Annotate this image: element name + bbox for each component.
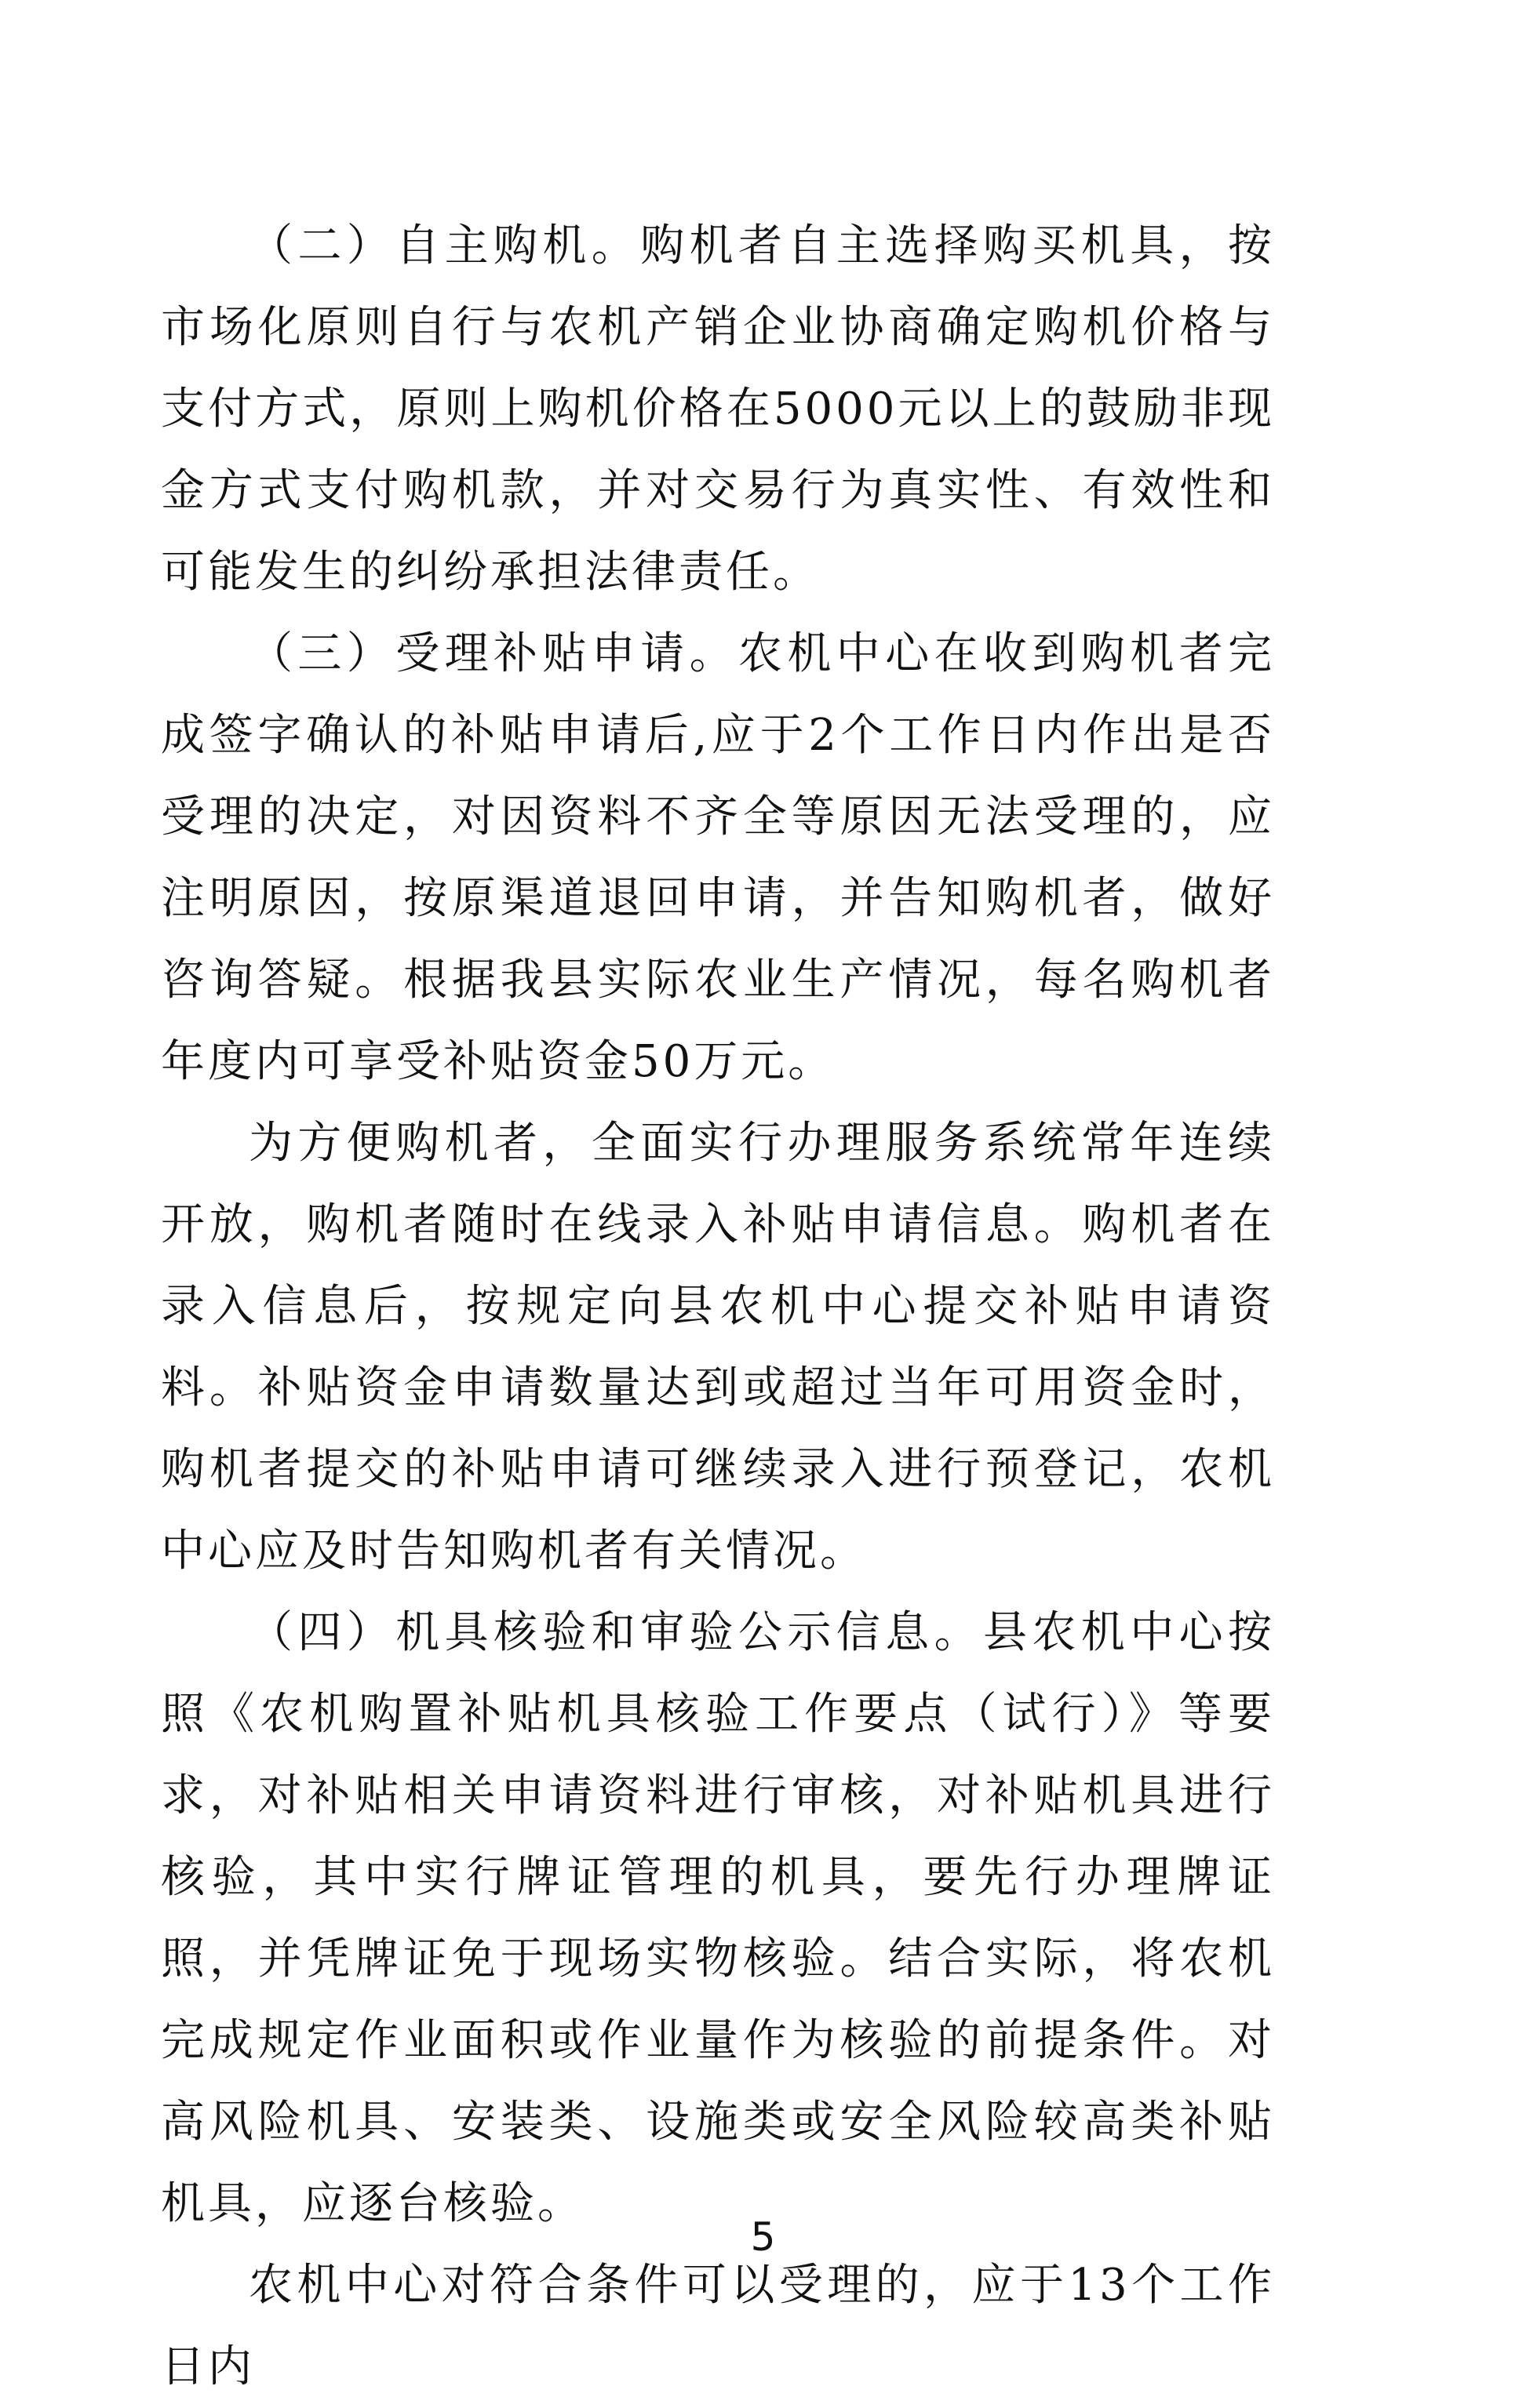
paragraph-acceptance-deadline: 农机中心对符合条件可以受理的，应于13个工作日内 <box>161 2260 1275 2392</box>
document-body <box>161 206 1275 2408</box>
paragraph-machine-verification: （四）机具核验和审验公示信息。县农机中心按照《农机购置补贴机具核验工作要点（试行）》等要求，对补贴相关申请资料进行审核，对补贴机具进行核验，其中实行牌证管理的机具，要先行办理牌证照，并凭牌证免于现场实物核验。结合实际，将农机完成规定作业面积或作业量作为核验的前提条件。对高风险机具、安装类、设施类或安全风险较高类补贴机具，应逐台核验。 <box>161 1607 1275 2229</box>
paragraph-accept-application: （三）受理补贴申请。农机中心在收到购机者完成签字确认的补贴申请后,应于2个工作日内作出是否受理的决定，对因资料不齐全等原因无法受理的，应注明原因，按原渠道退回申请，并告知购机者，做好咨询答疑。根据我县实际农业生产情况，每名购机者年度内可享受补贴资金50万元。 <box>161 628 1275 1087</box>
paragraph-online-service: 为方便购机者，全面实行办理服务系统常年连续开放，购机者随时在线录入补贴申请信息。购机者在录入信息后，按规定向县农机中心提交补贴申请资料。补贴资金申请数量达到或超过当年可用资金时，购机者提交的补贴申请可继续录入进行预登记，农机中心应及时告知购机者有关情况。 <box>161 1118 1275 1577</box>
page-number: 5 <box>750 2214 776 2260</box>
paragraph-self-purchase: （二）自主购机。购机者自主选择购买机具，按市场化原则自行与农机产销企业协商确定购机价格与支付方式，原则上购机价格在5000元以上的鼓励非现金方式支付购机款，并对交易行为真实性、有效性和可能发生的纠纷承担法律责任。 <box>161 220 1275 598</box>
